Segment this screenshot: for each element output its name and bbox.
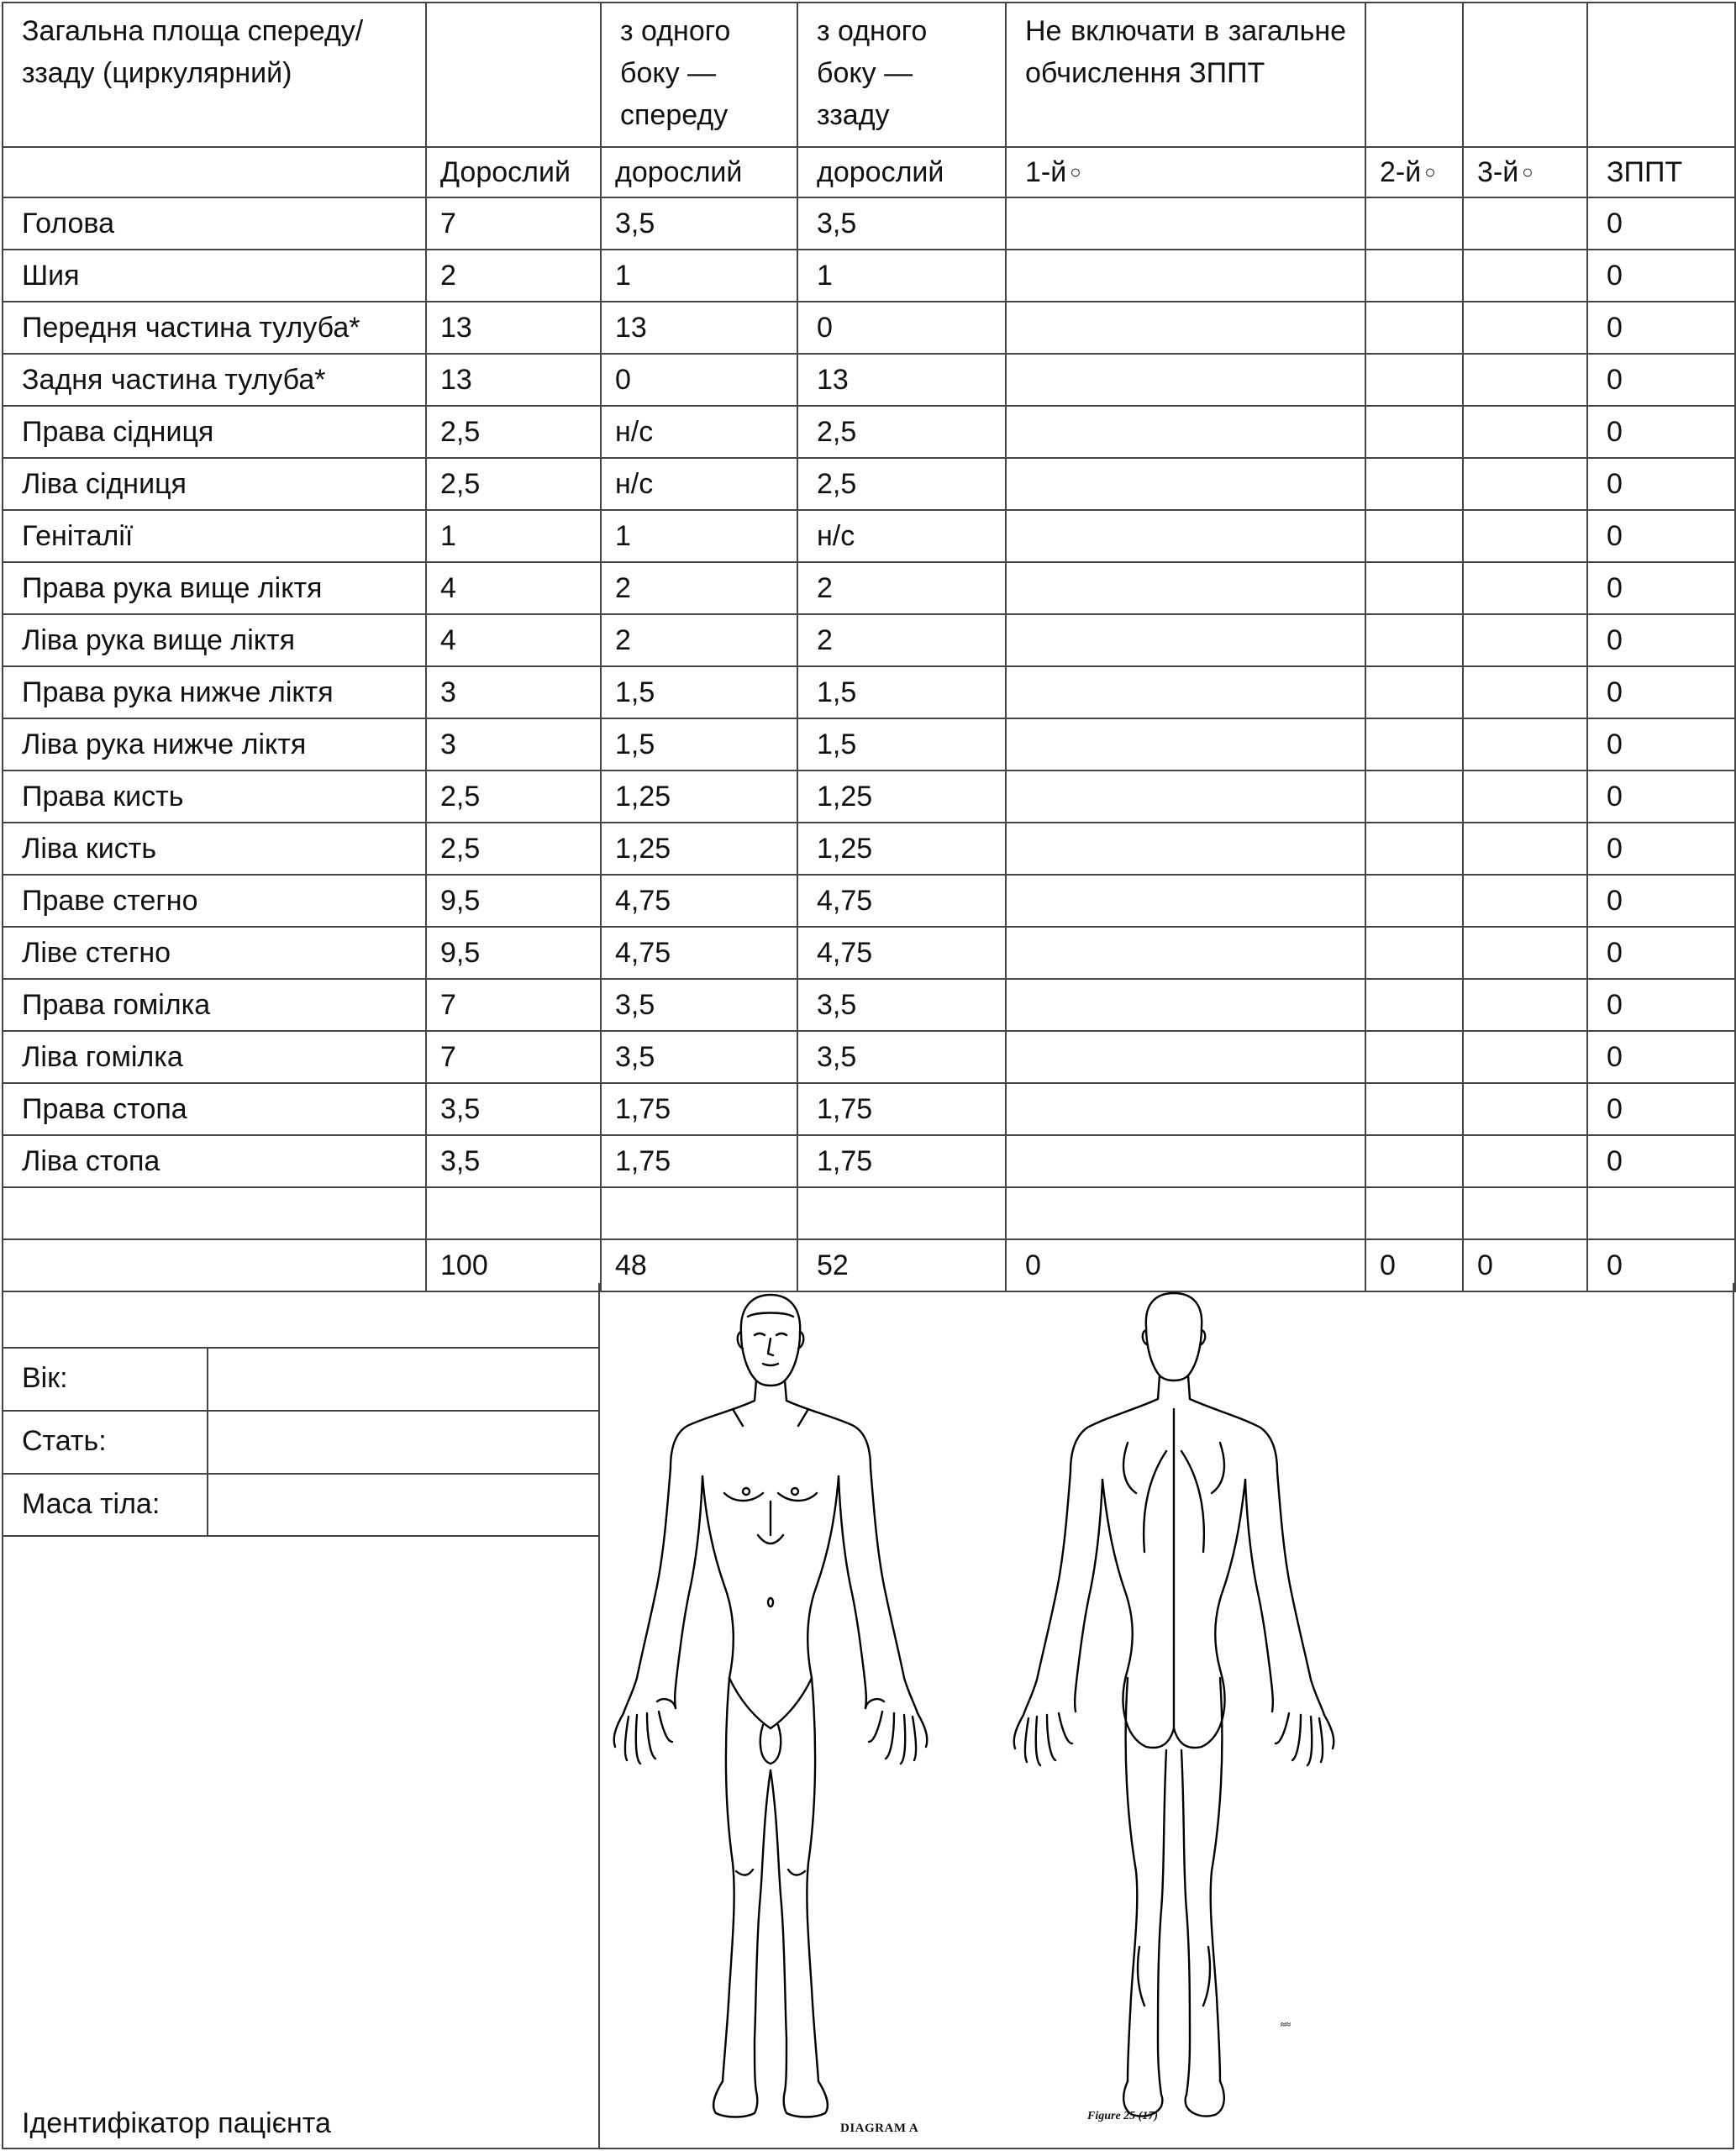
header-area: Загальна площа спереду/ззаду (циркулярний) [3,3,426,147]
degree-2-cell[interactable] [1365,770,1463,823]
table-row [3,1083,1735,1135]
header-empty-tbsa [1587,3,1735,147]
body-region-label: Права рука нижче ліктя [3,666,426,718]
degree-1-cell[interactable] [1006,250,1365,302]
header-degree-1: 1-й ○ [1006,147,1365,197]
degree-3-cell[interactable] [1463,458,1587,510]
tbsa-cell: 0 [1587,770,1735,823]
back-percent-cell: 4,75 [797,927,1006,979]
header-row-2 [3,147,1735,197]
degree-2-cell[interactable] [1365,302,1463,354]
back-percent-cell: 1,75 [797,1083,1006,1135]
body-region-label: Ліва кисть [3,823,426,875]
body-region-label: Голова [3,197,426,250]
back-percent-cell: 1,75 [797,1135,1006,1187]
body-region-label: Ліва рука нижче ліктя [3,718,426,770]
table-row [3,1135,1735,1187]
front-percent-cell: 1 [601,250,797,302]
back-percent-cell: 1,5 [797,718,1006,770]
header-degree-2: 2-й ○ [1365,147,1463,197]
body-region-label: Ліве стегно [3,927,426,979]
back-percent-cell: 2 [797,614,1006,666]
front-percent-cell: 1,75 [601,1135,797,1187]
degree-3-cell[interactable] [1463,666,1587,718]
degree-1-cell[interactable] [1006,666,1365,718]
table-row [3,875,1735,927]
table-row [3,197,1735,250]
table-row [3,250,1735,302]
empty-cell [3,1187,426,1239]
degree-symbol-icon: ○ [1070,161,1081,182]
body-region-label: Передня частина тулуба* [3,302,426,354]
body-region-label: Задня частина тулуба* [3,354,426,406]
total-back: 52 [797,1239,1006,1291]
empty-cell [1587,1187,1735,1239]
front-percent-cell: 4,75 [601,875,797,927]
total-tbsa: 0 [1587,1239,1735,1291]
tbsa-cell: 0 [1587,1083,1735,1135]
front-percent-cell: 3,5 [601,197,797,250]
adult-percent-cell: 4 [426,562,601,614]
degree-3-cell[interactable] [1463,718,1587,770]
tbsa-cell: 0 [1587,666,1735,718]
total-degree-2: 0 [1365,1239,1463,1291]
degree-3-cell[interactable] [1463,354,1587,406]
empty-cell [601,1187,797,1239]
degree-2-cell[interactable] [1365,927,1463,979]
table-row [3,562,1735,614]
empty-cell [1006,1187,1365,1239]
header-exclude: Не включати в загальне обчислення ЗППТ [1006,3,1365,147]
tbsa-cell: 0 [1587,823,1735,875]
figure-caption: Figure 25 (17) [1087,2110,1158,2122]
adult-percent-cell: 7 [426,1031,601,1083]
back-body-figure [1014,1293,1334,2117]
front-percent-cell: 3,5 [601,1031,797,1083]
degree-2-cell[interactable] [1365,406,1463,458]
degree-3-cell[interactable] [1463,614,1587,666]
table-row [3,354,1735,406]
table-row [3,406,1735,458]
front-percent-cell: 4,75 [601,927,797,979]
table-row [3,510,1735,562]
table-row [3,458,1735,510]
degree-3-cell[interactable] [1463,197,1587,250]
body-region-label: Ліва рука вище ліктя [3,614,426,666]
tbsa-cell: 0 [1587,250,1735,302]
header-adult-back: дорослий [797,147,1006,197]
adult-percent-cell: 13 [426,302,601,354]
tbsa-cell: 0 [1587,1031,1735,1083]
age-label: Вік: [22,1362,68,1394]
table-row [3,302,1735,354]
body-region-label: Права гомілка [3,979,426,1031]
degree-2-cell[interactable] [1365,666,1463,718]
tbsa-cell: 0 [1587,875,1735,927]
adult-percent-cell: 1 [426,510,601,562]
tbsa-cell: 0 [1587,979,1735,1031]
tbsa-cell: 0 [1587,1135,1735,1187]
degree-2-cell[interactable] [1365,875,1463,927]
adult-percent-cell: 3,5 [426,1083,601,1135]
degree-3-cell[interactable] [1463,1135,1587,1187]
header-back: з одного боку — ззаду [797,3,1006,147]
degree-2-cell[interactable] [1365,197,1463,250]
degree-2-cell[interactable] [1365,1083,1463,1135]
table-row [3,666,1735,718]
table-row [3,823,1735,875]
sex-label: Стать: [22,1425,107,1457]
tbsa-cell: 0 [1587,406,1735,458]
adult-percent-cell: 3,5 [426,1135,601,1187]
front-percent-cell: 2 [601,614,797,666]
front-percent-cell: 13 [601,302,797,354]
degree-2-cell[interactable] [1365,354,1463,406]
header-blank [426,3,601,147]
table-row [3,770,1735,823]
degree-symbol-icon: ○ [1522,161,1533,182]
degree-symbol-icon: ○ [1424,161,1436,182]
tbsa-cell: 0 [1587,562,1735,614]
empty-cell [797,1187,1006,1239]
front-percent-cell: н/с [601,406,797,458]
degree-3-cell[interactable] [1463,510,1587,562]
body-diagram-panel [598,1283,1734,2149]
header-empty-3 [1463,3,1587,147]
header-degree-3: 3-й ○ [1463,147,1587,197]
body-region-label: Геніталії [3,510,426,562]
back-percent-cell: 1,5 [797,666,1006,718]
body-region-label: Ліва сідниця [3,458,426,510]
degree-2-cell[interactable] [1365,562,1463,614]
header-row-1 [3,3,1735,147]
tbsa-cell: 0 [1587,510,1735,562]
front-percent-cell: 1 [601,510,797,562]
body-region-label: Права рука вище ліктя [3,562,426,614]
back-percent-cell: 1 [797,250,1006,302]
adult-percent-cell: 2 [426,250,601,302]
degree-1-cell[interactable] [1006,458,1365,510]
tbsa-cell: 0 [1587,718,1735,770]
adult-percent-cell: 2,5 [426,823,601,875]
back-percent-cell: 13 [797,354,1006,406]
degree-1-cell[interactable] [1006,197,1365,250]
diagram-caption: DIAGRAM A [840,2122,919,2135]
adult-percent-cell: 7 [426,197,601,250]
empty-cell [426,1187,601,1239]
back-percent-cell: 2,5 [797,458,1006,510]
table-row [3,927,1735,979]
degree-1-cell[interactable] [1006,823,1365,875]
front-percent-cell: 1,25 [601,770,797,823]
total-front: 48 [601,1239,797,1291]
header-front: з одного боку — спереду [601,3,797,147]
degree-3-cell[interactable] [1463,823,1587,875]
adult-percent-cell: 9,5 [426,927,601,979]
degree-3-cell[interactable] [1463,1083,1587,1135]
tbsa-cell: 0 [1587,927,1735,979]
degree-3-cell[interactable] [1463,979,1587,1031]
total-adult: 100 [426,1239,601,1291]
degree-1-cell[interactable] [1006,1135,1365,1187]
degree-2-cell[interactable] [1365,823,1463,875]
degree-1-cell[interactable] [1006,406,1365,458]
degree-2-cell[interactable] [1365,718,1463,770]
degree-2-cell[interactable] [1365,979,1463,1031]
adult-percent-cell: 2,5 [426,770,601,823]
front-percent-cell: 3,5 [601,979,797,1031]
patient-id-label: Ідентифікатор пацієнта [22,2107,331,2139]
header-adult: Дорослий [426,147,601,197]
back-percent-cell: 2,5 [797,406,1006,458]
degree-1-cell[interactable] [1006,354,1365,406]
degree-3-cell[interactable] [1463,406,1587,458]
back-percent-cell: 1,25 [797,770,1006,823]
adult-percent-cell: 3 [426,666,601,718]
age-row [3,1347,600,1410]
tbsa-cell: 0 [1587,458,1735,510]
header-tbsa: ЗППТ [1587,147,1735,197]
degree-1-cell[interactable] [1006,718,1365,770]
front-percent-cell: 1,5 [601,718,797,770]
back-percent-cell: 4,75 [797,875,1006,927]
degree-2-cell[interactable] [1365,510,1463,562]
degree-3-cell[interactable] [1463,562,1587,614]
adult-percent-cell: 2,5 [426,406,601,458]
total-degree-3: 0 [1463,1239,1587,1291]
total-degree-1: 0 [1006,1239,1365,1291]
front-percent-cell: 2 [601,562,797,614]
header-empty-2 [1365,3,1463,147]
scan-mark: ≈≈ [1281,2020,1291,2030]
degree-2-cell[interactable] [1365,458,1463,510]
patient-info [2,1283,600,2149]
weight-row [3,1473,600,1537]
degree-1-cell[interactable] [1006,302,1365,354]
degree-1-cell[interactable] [1006,979,1365,1031]
adult-percent-cell: 9,5 [426,875,601,927]
degree-1-cell[interactable] [1006,875,1365,927]
body-region-label: Права сідниця [3,406,426,458]
sex-field[interactable] [207,1412,600,1473]
weight-field[interactable] [207,1475,600,1535]
front-percent-cell: 1,5 [601,666,797,718]
body-region-label: Ліва стопа [3,1135,426,1187]
adult-percent-cell: 2,5 [426,458,601,510]
degree-3-cell[interactable] [1463,875,1587,927]
degree-2-cell[interactable] [1365,1135,1463,1187]
body-region-label: Права кисть [3,770,426,823]
body-region-label: Права стопа [3,1083,426,1135]
back-percent-cell: н/с [797,510,1006,562]
header-adult-front: дорослий [601,147,797,197]
degree-2-cell[interactable] [1365,1031,1463,1083]
empty-cell [1463,1187,1587,1239]
table-row [3,718,1735,770]
body-diagram [598,1283,1733,2148]
back-percent-cell: 3,5 [797,979,1006,1031]
degree-3-cell[interactable] [1463,302,1587,354]
degree-1-cell[interactable] [1006,1083,1365,1135]
table-row [3,614,1735,666]
front-percent-cell: 1,25 [601,823,797,875]
degree-1-cell[interactable] [1006,510,1365,562]
tbsa-cell: 0 [1587,197,1735,250]
front-percent-cell: н/с [601,458,797,510]
tbsa-cell: 0 [1587,302,1735,354]
adult-percent-cell: 4 [426,614,601,666]
table-row [3,1031,1735,1083]
front-percent-cell: 1,75 [601,1083,797,1135]
empty-row [3,1187,1735,1239]
tbsa-cell: 0 [1587,614,1735,666]
body-region-label: Ліва гомілка [3,1031,426,1083]
body-region-label: Шия [3,250,426,302]
adult-percent-cell: 3 [426,718,601,770]
degree-3-cell[interactable] [1463,250,1587,302]
empty-cell [1365,1187,1463,1239]
table-row [3,979,1735,1031]
degree-1-cell[interactable] [1006,927,1365,979]
back-percent-cell: 1,25 [797,823,1006,875]
body-region-label: Праве стегно [3,875,426,927]
age-field[interactable] [207,1349,600,1410]
degree-2-cell[interactable] [1365,250,1463,302]
adult-percent-cell: 7 [426,979,601,1031]
degree-3-cell[interactable] [1463,770,1587,823]
tbsa-cell: 0 [1587,354,1735,406]
front-percent-cell: 0 [601,354,797,406]
sex-row [3,1410,600,1473]
back-percent-cell: 3,5 [797,1031,1006,1083]
back-percent-cell: 2 [797,562,1006,614]
degree-3-cell[interactable] [1463,927,1587,979]
back-percent-cell: 0 [797,302,1006,354]
weight-label: Маса тіла: [22,1488,160,1520]
patient-section [2,1283,1734,2149]
degree-3-cell[interactable] [1463,1031,1587,1083]
degree-2-cell[interactable] [1365,614,1463,666]
degree-1-cell[interactable] [1006,562,1365,614]
adult-percent-cell: 13 [426,354,601,406]
degree-1-cell[interactable] [1006,614,1365,666]
degree-1-cell[interactable] [1006,770,1365,823]
header-empty-label [3,147,426,197]
degree-1-cell[interactable] [1006,1031,1365,1083]
front-body-figure [614,1295,928,2117]
back-percent-cell: 3,5 [797,197,1006,250]
tbsa-table [2,2,1736,1292]
